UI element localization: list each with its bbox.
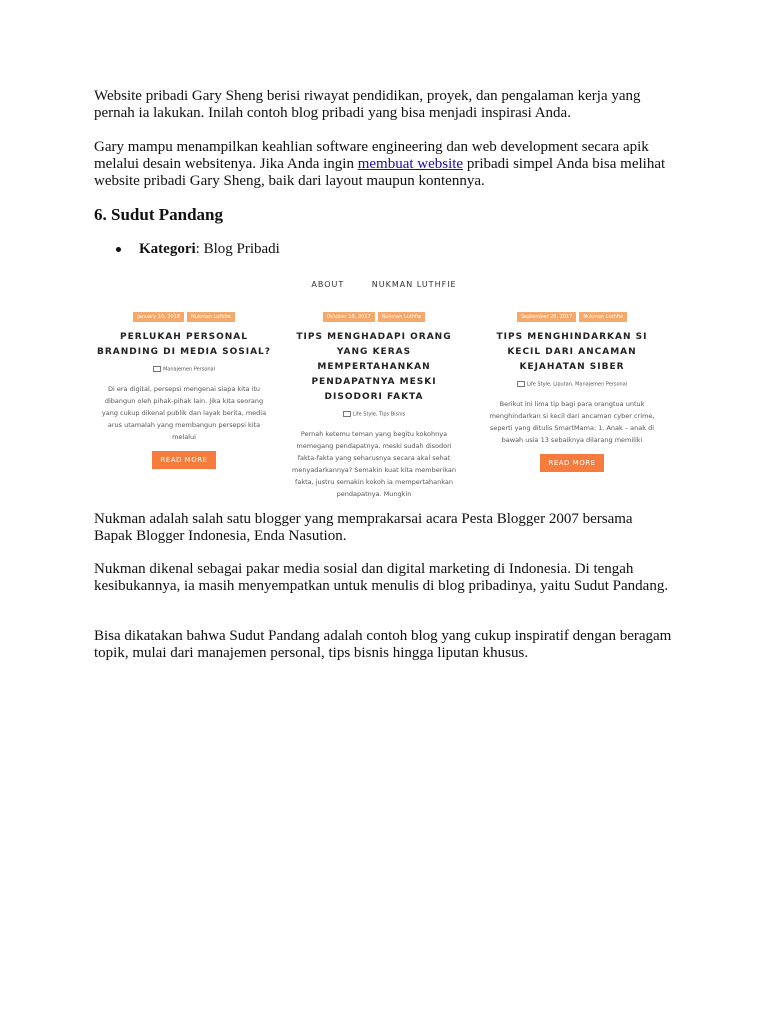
blog-nav: [94, 280, 674, 289]
post-category: [284, 411, 464, 418]
post-title[interactable]: TIPS MENGHINDARKAN SI KECIL DARI ANCAMAN KEJAHATAN SIBER: [496, 332, 648, 372]
post-date: September 28, 2017: [517, 312, 577, 322]
folder-icon: [517, 381, 525, 387]
paragraph-gary-sheng-intro: Website pribadi Gary Sheng berisi riwayat pendidikan, proyek, dan pengalaman kerja yang pernah ia lakukan. Inilah contoh blog pribadi yang bisa menjadi inspirasi Anda.: [94, 88, 641, 121]
post-meta: [284, 312, 464, 322]
category-text: Life Style, Liputan, Manajemen Personal: [526, 381, 628, 388]
post-category: [94, 366, 274, 373]
post-author: Nukman Luthfie: [378, 312, 426, 322]
post-meta: [482, 312, 662, 322]
blog-card: [482, 312, 662, 472]
paragraph-sudut-pandang: Bisa dikatakan bahwa Sudut Pandang adalah contoh blog yang cukup inspiratif dengan beragam topik, mulai dari manajemen personal, tips bisnis hingga liputan khusus.: [94, 628, 672, 661]
bullet-value: : Blog Pribadi: [195, 241, 280, 257]
post-excerpt: Pernah ketemu teman yang begitu kokohnya memegang pendapatnya, meski sudah disodori fakta-fakta yang seharusnya secara akal sehat menyadarkannya? Semakin kuat kita memberikan fakta, justru semakin kokoh ia mempertahankan pendapatnya. Mungkin: [292, 429, 456, 498]
post-excerpt: Di era digital, persepsi mengenai siapa kita itu dibangun oleh pihak-pihak lain. Jika kita seorang yang cukup dikenal publik dan layak berita, media arus utamalah yang membangun persepsi kita melalui: [101, 384, 267, 441]
nav-item-about[interactable]: ABOUT: [311, 280, 345, 289]
post-category: [482, 381, 662, 388]
blog-screenshot: [94, 272, 674, 498]
section-heading: 6. Sudut Pandang: [94, 205, 223, 224]
bullet-icon: [116, 247, 121, 252]
membuat-website-link[interactable]: membuat website: [357, 156, 464, 172]
blog-card: [284, 312, 464, 500]
category-text: Life Style, Tips Bisnis: [352, 411, 406, 418]
paragraph-nukman-expert: Nukman dikenal sebagai pakar media sosial dan digital marketing di Indonesia. Di tengah kesibukannya, ia masih menyempatkan untuk menulis di blog pribadinya, yaitu Sudut Pandang.: [94, 561, 669, 594]
post-author: Nukman Luthfie: [579, 312, 627, 322]
post-date: October 18, 2017: [323, 312, 375, 322]
paragraph-text: pribadi simpel Anda bisa melihat website pribadi Gary Sheng, baik dari layout maupun kontennya.: [94, 156, 666, 189]
category-text: Manajemen Personal: [162, 366, 216, 373]
post-excerpt: Berikut ini lima tip bagi para orangtua untuk menghindarkan si kecil dari ancaman cyber crime, seperti yang ditulis SmartMama: 1. Anak – anak di bawah usia 13 sebaiknya dilarang memiliki: [489, 399, 655, 444]
bullet-label: Kategori: [139, 241, 196, 257]
post-author: Nukman Luthfie: [187, 312, 235, 322]
blog-card: [94, 312, 274, 469]
nav-item-nukman-luthfie[interactable]: NUKMAN LUTHFIE: [371, 280, 457, 289]
post-meta: [94, 312, 274, 322]
post-date: January 10, 2018: [133, 312, 184, 322]
paragraph-gary-sheng-skills: [94, 139, 674, 190]
list-item: [116, 241, 280, 258]
post-title[interactable]: TIPS MENGHADAPI ORANG YANG KERAS MEMPERTAHANKAN PENDAPATNYA MESKI DISODORI FAKTA: [296, 332, 452, 402]
read-more-button[interactable]: READ MORE: [540, 454, 603, 472]
bullet-list: [116, 241, 280, 258]
paragraph-text: Gary mampu menampilkan keahlian software engineering dan web development secara apik melalui desain websitenya. Jika Anda ingin: [94, 139, 649, 172]
post-title[interactable]: PERLUKAH PERSONAL BRANDING DI MEDIA SOSIAL?: [96, 332, 272, 357]
folder-icon: [343, 411, 351, 417]
folder-icon: [153, 366, 161, 372]
read-more-button[interactable]: READ MORE: [152, 451, 215, 469]
paragraph-nukman-intro: Nukman adalah salah satu blogger yang memprakarsai acara Pesta Blogger 2007 bersama Bapak Blogger Indonesia, Enda Nasution.: [94, 511, 633, 544]
